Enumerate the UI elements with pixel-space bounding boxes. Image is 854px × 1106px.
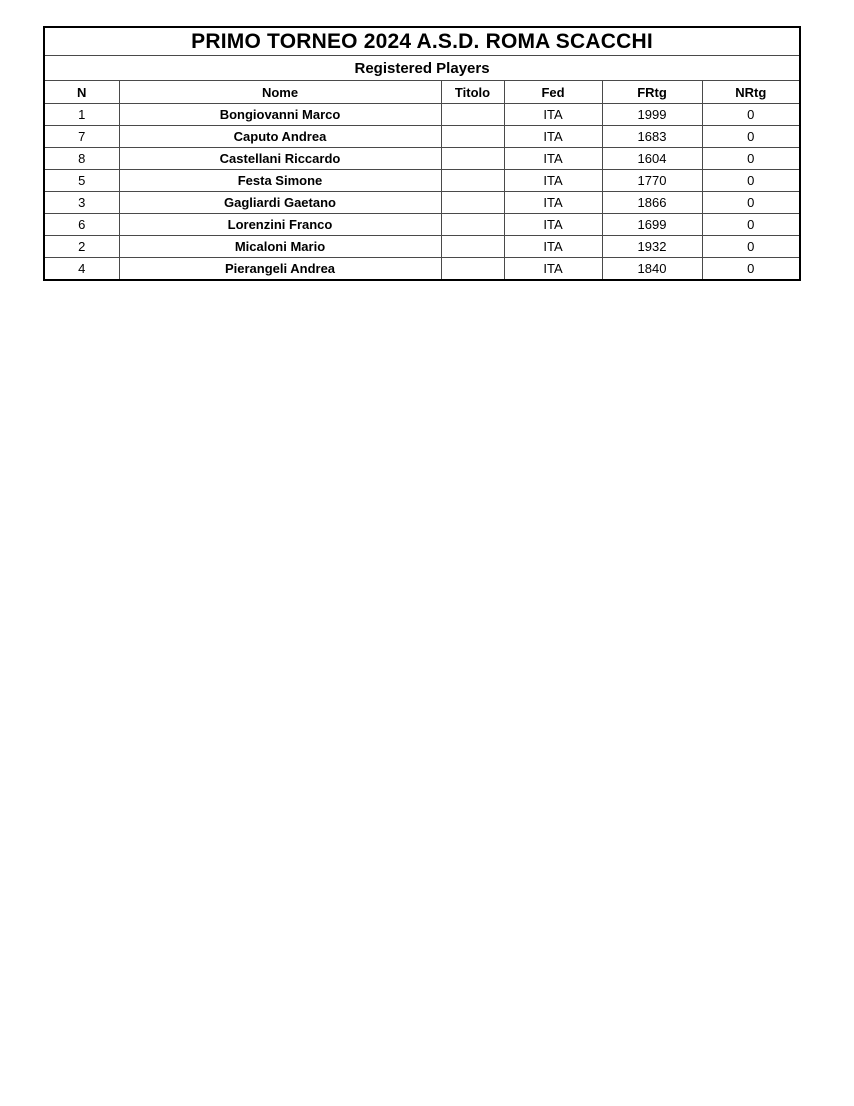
cell-federation: ITA — [504, 258, 602, 281]
cell-start-number: 3 — [44, 192, 119, 214]
cell-start-number: 7 — [44, 126, 119, 148]
cell-federation: ITA — [504, 104, 602, 126]
cell-title — [441, 148, 504, 170]
cell-title — [441, 192, 504, 214]
cell-fide-rating: 1683 — [602, 126, 702, 148]
subtitle-row — [44, 56, 800, 81]
cell-fide-rating: 1770 — [602, 170, 702, 192]
cell-title — [441, 236, 504, 258]
cell-federation: ITA — [504, 126, 602, 148]
cell-title — [441, 258, 504, 281]
table-row — [44, 258, 800, 281]
cell-fide-rating: 1932 — [602, 236, 702, 258]
cell-fide-rating: 1604 — [602, 148, 702, 170]
players-tbody — [44, 104, 800, 281]
cell-player-name: Pierangeli Andrea — [119, 258, 441, 281]
table-header-row — [44, 81, 800, 104]
cell-player-name: Festa Simone — [119, 170, 441, 192]
cell-fide-rating: 1999 — [602, 104, 702, 126]
table-row — [44, 104, 800, 126]
cell-player-name: Caputo Andrea — [119, 126, 441, 148]
column-header-frtg: FRtg — [602, 81, 702, 104]
table-row — [44, 126, 800, 148]
page-title: PRIMO TORNEO 2024 A.S.D. ROMA SCACCHI — [44, 27, 800, 56]
column-header-fed: Fed — [504, 81, 602, 104]
column-header-n: N — [44, 81, 119, 104]
table-row — [44, 170, 800, 192]
cell-player-name: Castellani Riccardo — [119, 148, 441, 170]
table-row — [44, 214, 800, 236]
cell-start-number: 1 — [44, 104, 119, 126]
table-row — [44, 236, 800, 258]
cell-national-rating: 0 — [702, 214, 800, 236]
cell-fide-rating: 1840 — [602, 258, 702, 281]
cell-national-rating: 0 — [702, 192, 800, 214]
cell-title — [441, 170, 504, 192]
players-table — [43, 26, 801, 281]
cell-player-name: Micaloni Mario — [119, 236, 441, 258]
table-row — [44, 192, 800, 214]
cell-national-rating: 0 — [702, 104, 800, 126]
cell-title — [441, 126, 504, 148]
column-header-nome: Nome — [119, 81, 441, 104]
cell-federation: ITA — [504, 170, 602, 192]
cell-federation: ITA — [504, 192, 602, 214]
cell-start-number: 6 — [44, 214, 119, 236]
cell-title — [441, 104, 504, 126]
cell-national-rating: 0 — [702, 126, 800, 148]
cell-start-number: 5 — [44, 170, 119, 192]
cell-player-name: Lorenzini Franco — [119, 214, 441, 236]
cell-national-rating: 0 — [702, 258, 800, 281]
table-row — [44, 148, 800, 170]
cell-national-rating: 0 — [702, 148, 800, 170]
cell-federation: ITA — [504, 214, 602, 236]
cell-federation: ITA — [504, 148, 602, 170]
cell-player-name: Gagliardi Gaetano — [119, 192, 441, 214]
cell-player-name: Bongiovanni Marco — [119, 104, 441, 126]
column-header-nrtg: NRtg — [702, 81, 800, 104]
cell-title — [441, 214, 504, 236]
cell-federation: ITA — [504, 236, 602, 258]
column-header-titolo: Titolo — [441, 81, 504, 104]
cell-fide-rating: 1866 — [602, 192, 702, 214]
cell-start-number: 2 — [44, 236, 119, 258]
cell-national-rating: 0 — [702, 236, 800, 258]
cell-national-rating: 0 — [702, 170, 800, 192]
title-row — [44, 27, 800, 56]
page-subtitle: Registered Players — [44, 56, 800, 81]
cell-start-number: 4 — [44, 258, 119, 281]
cell-start-number: 8 — [44, 148, 119, 170]
cell-fide-rating: 1699 — [602, 214, 702, 236]
